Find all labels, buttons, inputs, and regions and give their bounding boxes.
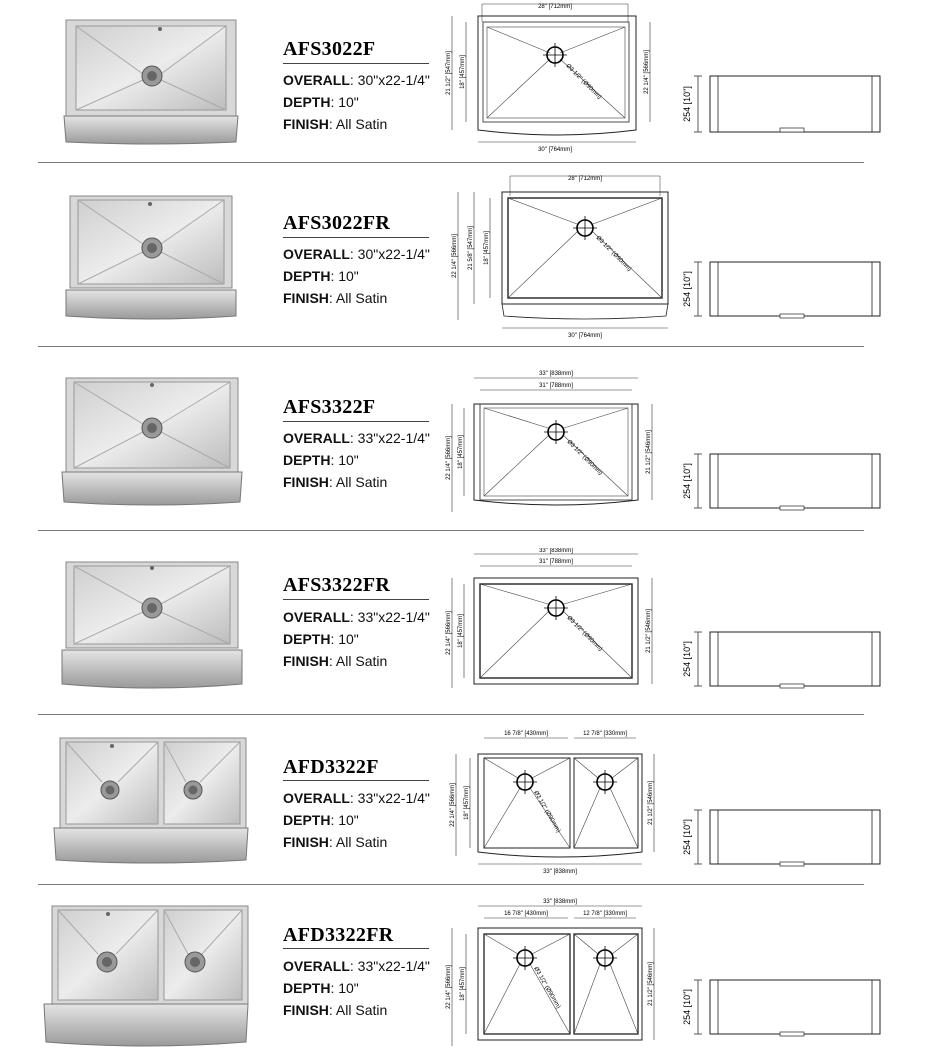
sink-photo <box>40 18 250 146</box>
title-underline <box>283 421 429 422</box>
dim-top-right: 12 7/8" [330mm] <box>583 911 627 917</box>
dim-side-height: 254 [10"] <box>682 271 692 307</box>
side-view-diagram <box>680 806 890 870</box>
title-underline <box>283 237 429 238</box>
title-underline <box>283 599 429 600</box>
dim-left-inner: 18" [457mm] <box>460 967 466 1001</box>
dim-left-outer: 22 1/4" [566mm] <box>446 611 452 655</box>
model-name: AFS3322F <box>283 396 376 418</box>
dim-right: 21 1/2" [546mm] <box>648 962 654 1006</box>
sink-photo <box>40 376 250 508</box>
dim-bottom: 30" [764mm] <box>538 147 572 153</box>
sink-photo <box>40 904 250 1050</box>
row-divider <box>38 162 864 163</box>
row-divider <box>38 530 864 531</box>
title-underline <box>283 948 429 949</box>
dim-left-outer: 22 1/4" [566mm] <box>446 965 452 1009</box>
top-view-diagram <box>440 170 670 340</box>
product-row <box>0 716 930 882</box>
dim-top-left: 16 7/8" [430mm] <box>504 911 548 917</box>
row-divider <box>38 884 864 885</box>
depth-spec: DEPTH: 10" <box>283 452 359 468</box>
dim-top: 28" [712mm] <box>568 176 602 182</box>
dim-right: 21 1/2" [546mm] <box>646 430 652 474</box>
finish-spec: FINISH: All Satin <box>283 1002 388 1018</box>
dim-left-outer: 22 1/4" [566mm] <box>452 234 458 278</box>
product-row <box>0 0 930 162</box>
dim-left-inner: 18" [457mm] <box>460 55 466 89</box>
product-row <box>0 348 930 530</box>
model-name: AFS3022F <box>283 38 376 60</box>
title-underline <box>283 63 429 64</box>
dim-drain: Ø3 1/2" (Ø90mm) <box>565 615 604 653</box>
sink-photo <box>40 560 250 692</box>
sink-photo <box>40 736 250 866</box>
overall-spec: OVERALL: 30"x22-1/4" <box>283 72 430 88</box>
dim-side-height: 254 [10"] <box>682 819 692 855</box>
dim-side-height: 254 [10"] <box>682 86 692 122</box>
dim-side-height: 254 [10"] <box>682 463 692 499</box>
side-view-diagram <box>680 70 890 140</box>
finish-spec: FINISH: All Satin <box>283 290 388 306</box>
dim-left-outer: 21 1/2" [547mm] <box>446 51 452 95</box>
dim-right: 22 1/4" [566mm] <box>644 50 650 94</box>
dim-bottom: 30" [764mm] <box>568 333 602 339</box>
dim-top-right: 12 7/8" [330mm] <box>583 731 627 737</box>
finish-spec: FINISH: All Satin <box>283 653 388 669</box>
product-row <box>0 164 930 346</box>
dim-top: 28" [712mm] <box>538 4 572 10</box>
overall-spec: OVERALL: 33"x22-1/4" <box>283 958 430 974</box>
dim-right: 21 1/2" [546mm] <box>648 781 654 825</box>
overall-spec: OVERALL: 30"x22-1/4" <box>283 246 430 262</box>
overall-spec: OVERALL: 33"x22-1/4" <box>283 430 430 446</box>
depth-spec: DEPTH: 10" <box>283 94 359 110</box>
dim-right: 21 1/2" [546mm] <box>646 609 652 653</box>
dim-left-inner: 18" [457mm] <box>458 435 464 469</box>
dim-top-outer: 33" [838mm] <box>543 899 577 905</box>
dim-drain: Ø3 1/2" (Ø90mm) <box>532 966 562 1010</box>
dim-left-inner: 18" [457mm] <box>464 786 470 820</box>
overall-spec: OVERALL: 33"x22-1/4" <box>283 609 430 625</box>
dim-side-height: 254 [10"] <box>682 641 692 677</box>
finish-spec: FINISH: All Satin <box>283 116 388 132</box>
row-divider <box>38 346 864 347</box>
finish-spec: FINISH: All Satin <box>283 834 388 850</box>
model-name: AFS3022FR <box>283 212 391 234</box>
top-view-diagram <box>440 728 670 878</box>
dim-top-inner: 31" [788mm] <box>539 559 573 565</box>
model-name: AFS3322FR <box>283 574 391 596</box>
product-row <box>0 532 930 714</box>
model-name: AFD3322FR <box>283 924 394 946</box>
dim-drain: Ø3 1/2" (Ø90mm) <box>532 790 562 834</box>
depth-spec: DEPTH: 10" <box>283 812 359 828</box>
dim-drain: Ø3 1/2" (Ø90mm) <box>594 235 633 273</box>
top-view-diagram <box>440 896 670 1054</box>
dim-top-inner: 31" [788mm] <box>539 383 573 389</box>
side-view-diagram <box>680 258 890 322</box>
top-view-diagram <box>440 548 670 698</box>
dim-left-outer: 22 1/4" [566mm] <box>450 783 456 827</box>
dim-bottom: 33" [838mm] <box>543 869 577 875</box>
dim-left-inner: 18" [457mm] <box>458 614 464 648</box>
product-row <box>0 886 930 1055</box>
side-view-diagram <box>680 976 890 1040</box>
dim-left-inner: 18" [457mm] <box>484 231 490 265</box>
model-name: AFD3322F <box>283 756 379 778</box>
dim-left-outer: 22 1/4" [566mm] <box>446 436 452 480</box>
finish-spec: FINISH: All Satin <box>283 474 388 490</box>
dim-left-mid: 21 5/8" [547mm] <box>468 226 474 270</box>
depth-spec: DEPTH: 10" <box>283 980 359 996</box>
dim-top-outer: 33" [838mm] <box>539 548 573 554</box>
top-view-diagram <box>440 368 670 518</box>
overall-spec: OVERALL: 33"x22-1/4" <box>283 790 430 806</box>
dim-drain: Ø3 1/2" (Ø90mm) <box>564 63 603 101</box>
dim-side-height: 254 [10"] <box>682 989 692 1025</box>
title-underline <box>283 780 429 781</box>
top-view-diagram <box>440 0 670 160</box>
row-divider <box>38 714 864 715</box>
depth-spec: DEPTH: 10" <box>283 268 359 284</box>
depth-spec: DEPTH: 10" <box>283 631 359 647</box>
sink-photo <box>40 194 250 322</box>
side-view-diagram <box>680 450 890 514</box>
side-view-diagram <box>680 628 890 692</box>
dim-top-left: 16 7/8" [430mm] <box>504 731 548 737</box>
dim-top-outer: 33" [838mm] <box>539 371 573 377</box>
dim-drain: Ø3 1/2" (Ø90mm) <box>565 439 604 477</box>
